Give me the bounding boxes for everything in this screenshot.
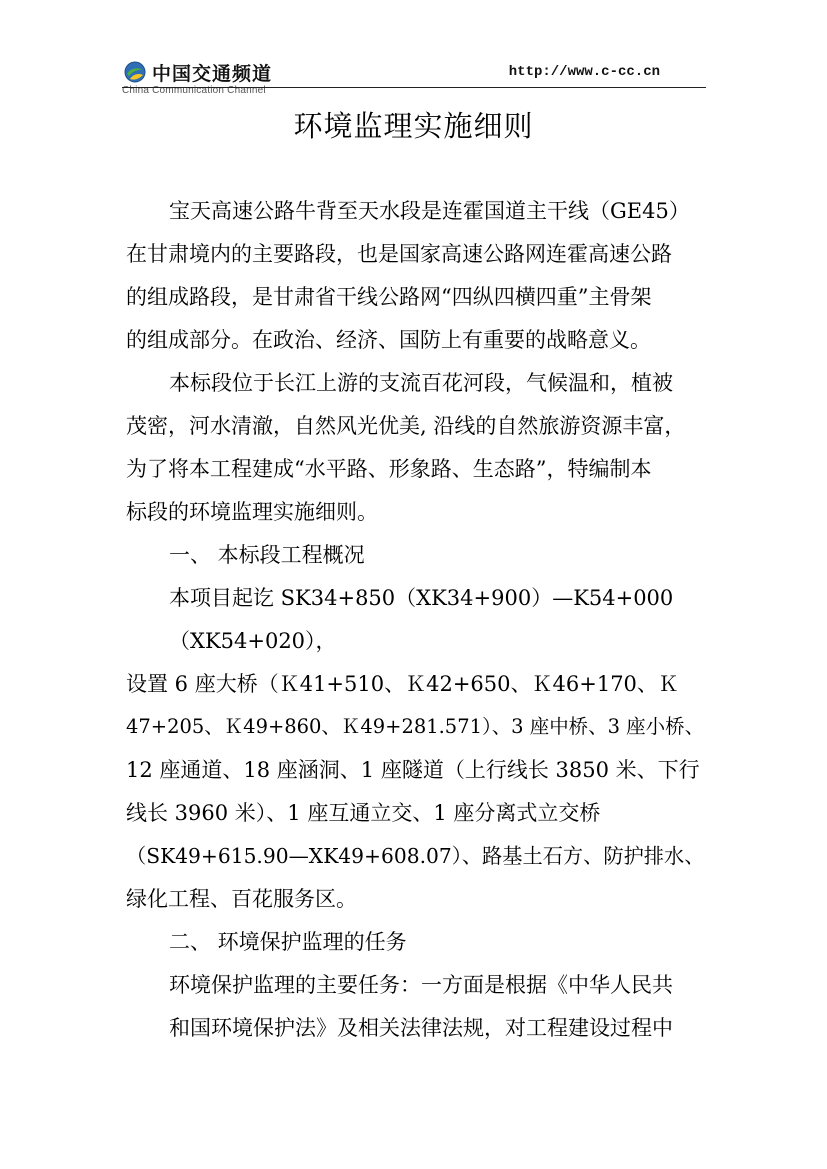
channel-logo: [120, 58, 360, 98]
logo-chinese-text: 中国交通频道: [152, 63, 273, 85]
section-heading: 二、 环境保护监理的任务: [169, 930, 407, 954]
paragraph-line: 茂密，河水清澈，自然风光优美, 沿线的自然旅游资源丰富，: [126, 414, 686, 438]
paragraph-line: 的组成部分。在政治、经济、国防上有重要的战略意义。: [126, 328, 651, 352]
paragraph-line: 在甘肃境内的主要路段，也是国家高速公路网连霍高速公路: [126, 242, 672, 266]
paragraph-line: 本标段位于长江上游的支流百花河段，气候温和，植被: [169, 371, 673, 395]
paragraph-line: 宝天高速公路牛背至天水段是连霍国道主干线（GE45）: [169, 199, 690, 223]
paragraph-line: 的组成路段，是甘肃省干线公路网“四纵四横四重”主骨架: [126, 285, 652, 309]
logo-english-text: China Communication Channel: [122, 85, 266, 96]
paragraph-line: （XK54+020），: [169, 629, 337, 653]
paragraph-line: 和国环境保护法》及相关法律法规，对工程建设过程中: [169, 1016, 673, 1040]
globe-logo-icon: [124, 61, 146, 83]
paragraph-line: 设置 6 座大桥（Ｋ41+510、Ｋ42+650、Ｋ46+170、Ｋ: [126, 672, 679, 696]
header-divider: [122, 87, 706, 88]
site-url: http://www.c-cc.cn: [508, 64, 660, 80]
paragraph-line: 12 座通道、18 座涵洞、1 座隧道（上行线长 3850 米、下行: [126, 758, 700, 782]
paragraph-line: 本项目起讫 SK34+850（XK34+900）—K54+000: [169, 586, 674, 610]
document-title: 环境监理实施细则: [293, 109, 534, 143]
section-heading: 一、 本标段工程概况: [169, 543, 365, 567]
paragraph-line: （SK49+615.90—XK49+608.07）、路基土石方、防护排水、: [126, 844, 705, 868]
paragraph-line: 47+205、Ｋ49+860、Ｋ49+281.571）、3 座中桥、3 座小桥、: [126, 715, 705, 738]
paragraph-line: 环境保护监理的主要任务：一方面是根据《中华人民共: [169, 973, 673, 997]
paragraph-line: 绿化工程、百花服务区。: [126, 887, 357, 911]
paragraph-line: 为了将本工程建成“水平路、形象路、生态路”，特编制本: [126, 457, 652, 481]
paragraph-line: 标段的环境监理实施细则。: [126, 500, 378, 524]
page-header: [120, 58, 704, 98]
paragraph-line: 线长 3960 米）、1 座互通立交、1 座分离式立交桥: [126, 801, 601, 825]
